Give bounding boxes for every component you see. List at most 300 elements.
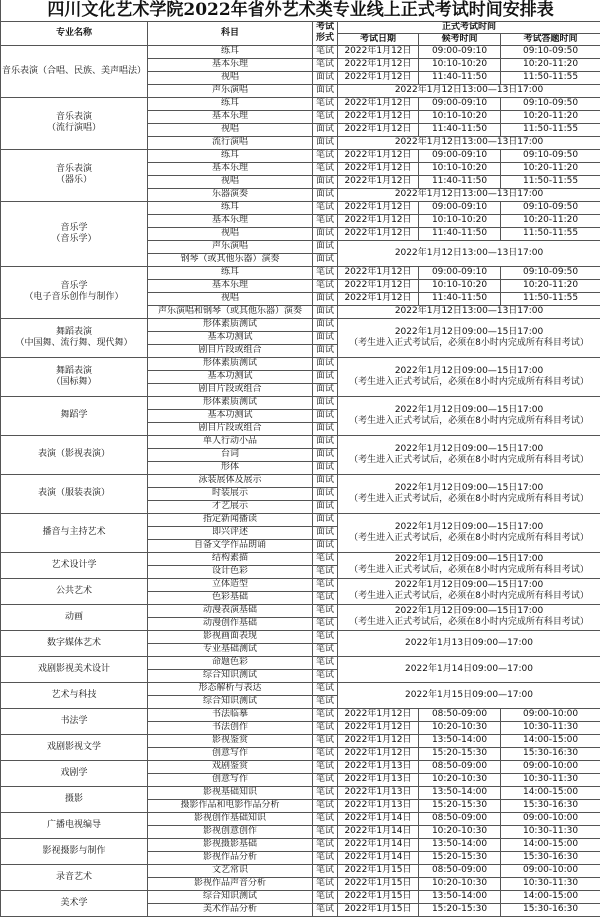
exam-form-cell: 笔试 <box>313 656 338 669</box>
exam-date-cell: 2022年1月14日 <box>338 825 419 838</box>
exam-form-cell: 笔试 <box>313 838 338 851</box>
table-row <box>1 812 600 825</box>
exam-form-cell: 笔试 <box>313 617 338 630</box>
exam-form-cell: 面试 <box>313 383 338 396</box>
major-cell <box>1 396 148 435</box>
major-subtitle: （中国舞、流行舞、现代舞） <box>15 337 133 348</box>
exam-form-cell: 面试 <box>313 240 338 253</box>
waiting-time-cell: 09:00-09:10 <box>419 149 501 162</box>
exam-form-cell: 面试 <box>313 409 338 422</box>
subject-cell: 影视鉴赏 <box>148 734 313 747</box>
merged-time-cell <box>338 474 600 513</box>
table-row <box>1 708 600 721</box>
exam-form-cell: 笔试 <box>313 812 338 825</box>
table-row <box>1 604 600 617</box>
merged-time-text: 2022年1月12日09:00—15日17:00 <box>394 404 544 415</box>
major-cell <box>1 734 148 760</box>
header-major: 专业名称 <box>1 21 148 45</box>
exam-date-cell: 2022年1月12日 <box>338 110 419 123</box>
major-name: 书法学 <box>60 715 88 726</box>
answer-time-cell: 09:10-09:50 <box>501 149 600 162</box>
exam-form-cell: 笔试 <box>313 266 338 279</box>
major-name: 舞蹈表演 <box>55 326 92 337</box>
merged-time-text: 2022年1月12日13:00—13日17:00 <box>394 189 544 199</box>
waiting-time-cell: 09:00-09:10 <box>419 45 501 58</box>
exam-form-cell: 面试 <box>313 487 338 500</box>
merged-time-text: 2022年1月12日09:00—15日17:00 <box>394 482 544 493</box>
merged-time-note: （考生进入正式考试后，必须在8小时内完成所有科目考试） <box>349 617 589 627</box>
major-name: 表演（服装表演） <box>37 488 110 498</box>
subject-cell: 书法创作 <box>148 721 313 734</box>
waiting-time-cell: 11:40-11:50 <box>419 227 501 240</box>
waiting-time-cell: 13:50-14:00 <box>419 786 501 799</box>
exam-form-cell: 笔试 <box>313 643 338 656</box>
waiting-time-cell: 08:50-09:00 <box>419 708 501 721</box>
header-row-top <box>1 21 600 33</box>
major-name: 播音与主持艺术 <box>42 527 106 537</box>
exam-date-cell: 2022年1月12日 <box>338 162 419 175</box>
major-cell <box>1 656 148 682</box>
subject-cell: 剧目片段或组合 <box>148 422 313 435</box>
table-header <box>1 0 600 45</box>
exam-form-cell: 面试 <box>313 136 338 149</box>
table-row <box>1 630 600 643</box>
subject-cell: 基本乐理 <box>148 58 313 71</box>
answer-time-cell: 10:20-11:20 <box>501 279 600 292</box>
major-subtitle: （电子音乐创作与制作） <box>24 292 124 302</box>
exam-date-cell: 2022年1月12日 <box>338 175 419 188</box>
exam-form-cell: 笔试 <box>313 773 338 786</box>
exam-form-cell: 笔试 <box>313 682 338 695</box>
subject-cell: 流行演唱 <box>148 136 313 149</box>
exam-form-cell: 笔试 <box>313 630 338 643</box>
exam-form-cell: 面试 <box>313 370 338 383</box>
major-cell <box>1 708 148 734</box>
table-row <box>1 97 600 110</box>
subject-cell: 基本乐理 <box>148 162 313 175</box>
major-name: 音乐学 <box>60 222 88 233</box>
exam-form-cell: 笔试 <box>313 578 338 591</box>
title-row <box>1 0 600 21</box>
exam-form-cell: 面试 <box>313 474 338 487</box>
merged-time-cell <box>338 188 600 201</box>
exam-date-cell: 2022年1月15日 <box>338 890 419 903</box>
waiting-time-cell: 10:10-10:20 <box>419 214 501 227</box>
merged-time-text: 2022年1月12日09:00—15日17:00 <box>394 365 544 376</box>
waiting-time-cell: 13:50-14:00 <box>419 734 501 747</box>
exam-form-cell: 笔试 <box>313 890 338 903</box>
exam-form-cell: 笔试 <box>313 786 338 799</box>
table-row <box>1 682 600 695</box>
exam-form-cell: 笔试 <box>313 903 338 916</box>
major-cell <box>1 201 148 266</box>
subject-cell: 钢琴（或其他乐器）演奏 <box>148 253 313 266</box>
exam-form-cell: 面试 <box>313 526 338 539</box>
subject-cell: 练耳 <box>148 149 313 162</box>
merged-time-note: （考生进入正式考试后，必须在8小时内完成所有科目考试） <box>349 565 589 575</box>
exam-form-cell: 笔试 <box>313 97 338 110</box>
subject-cell: 创意写作 <box>148 747 313 760</box>
major-cell <box>1 45 148 97</box>
merged-time-note: （考生进入正式考试后，必须在8小时内完成所有科目考试） <box>349 415 589 426</box>
exam-date-cell: 2022年1月12日 <box>338 279 419 292</box>
waiting-time-cell: 09:00-09:10 <box>419 97 501 110</box>
major-cell <box>1 786 148 812</box>
exam-form-cell: 笔试 <box>313 851 338 864</box>
answer-time-cell: 11:50-11:55 <box>501 123 600 136</box>
major-cell <box>1 435 148 474</box>
waiting-time-cell: 11:40-11:50 <box>419 71 501 84</box>
major-cell <box>1 97 148 149</box>
answer-time-cell: 09:00-10:00 <box>501 812 600 825</box>
major-name: 戏剧影视文学 <box>46 741 101 752</box>
major-cell <box>1 630 148 656</box>
major-cell <box>1 838 148 864</box>
subject-cell: 才艺展示 <box>148 500 313 513</box>
waiting-time-cell: 13:50-14:00 <box>419 838 501 851</box>
exam-form-cell: 笔试 <box>313 825 338 838</box>
merged-time-cell <box>338 513 600 552</box>
subject-cell: 创意写作 <box>148 773 313 786</box>
major-subtitle: （国标舞） <box>51 376 97 387</box>
table-row <box>1 201 600 214</box>
waiting-time-cell: 09:00-09:10 <box>419 201 501 214</box>
answer-time-cell: 15:30-16:30 <box>501 851 600 864</box>
exam-form-cell: 笔试 <box>313 799 338 812</box>
major-name: 表演（影视表演） <box>37 449 110 459</box>
schedule-body <box>1 45 600 916</box>
answer-time-cell: 10:30-11:30 <box>501 877 600 890</box>
answer-time-cell: 10:30-11:30 <box>501 825 600 838</box>
merged-time-text: 2022年1月12日09:00—15日17:00 <box>394 521 544 532</box>
major-cell <box>1 578 148 604</box>
header-waiting-time: 候考时间 <box>419 33 501 45</box>
major-name: 戏剧学 <box>60 767 88 778</box>
major-name: 音乐学 <box>60 281 88 291</box>
subject-cell: 剧目片段或组合 <box>148 383 313 396</box>
exam-form-cell: 笔试 <box>313 591 338 604</box>
subject-cell: 形体素质测试 <box>148 357 313 370</box>
answer-time-cell: 14:00-15:00 <box>501 890 600 903</box>
merged-time-cell <box>338 682 600 708</box>
answer-time-cell: 10:20-11:20 <box>501 162 600 175</box>
waiting-time-cell: 10:20-10:30 <box>419 825 501 838</box>
major-cell <box>1 266 148 318</box>
subject-cell: 基本乐理 <box>148 110 313 123</box>
header-subject: 科目 <box>148 21 313 45</box>
exam-form-cell: 面试 <box>313 175 338 188</box>
subject-cell: 声乐演唱和钢琴（或其他乐器）演奏 <box>148 305 313 318</box>
waiting-time-cell: 10:10-10:20 <box>419 58 501 71</box>
waiting-time-cell: 15:20-15:30 <box>419 799 501 812</box>
answer-time-cell: 09:10-09:50 <box>501 266 600 279</box>
waiting-time-cell: 08:50-09:00 <box>419 864 501 877</box>
table-row <box>1 45 600 58</box>
merged-time-text: 2022年1月12日13:00—13日17:00 <box>394 137 544 147</box>
table-row <box>1 357 600 370</box>
exam-form-cell: 笔试 <box>313 760 338 773</box>
exam-form-cell: 面试 <box>313 71 338 84</box>
header-exam-date: 考试日期 <box>338 33 419 45</box>
exam-date-cell: 2022年1月12日 <box>338 708 419 721</box>
merged-time-text: 2022年1月15日09:00—17:00 <box>405 689 534 700</box>
merged-time-cell <box>338 136 600 149</box>
subject-cell: 视唱 <box>148 175 313 188</box>
major-name: 录音艺术 <box>55 871 92 882</box>
merged-time-cell <box>338 396 600 435</box>
exam-form-cell: 面试 <box>313 539 338 552</box>
major-name: 舞蹈表演 <box>55 365 92 376</box>
major-cell <box>1 604 148 630</box>
waiting-time-cell: 08:50-09:00 <box>419 760 501 773</box>
major-name: 数字媒体艺术 <box>46 637 101 648</box>
header-formal-exam-time: 正式考试时间 <box>338 21 600 33</box>
merged-time-note: （考生进入正式考试后，必须在8小时内完成所有科目考试） <box>349 591 589 601</box>
subject-cell: 影视作品分析 <box>148 851 313 864</box>
exam-date-cell: 2022年1月12日 <box>338 721 419 734</box>
merged-time-note: （考生进入正式考试后，必须在8小时内完成所有科目考试） <box>349 532 589 543</box>
subject-cell: 练耳 <box>148 266 313 279</box>
subject-cell: 书法临摹 <box>148 708 313 721</box>
subject-cell: 摄影作品和电影作品分析 <box>148 799 313 812</box>
answer-time-cell: 09:00-10:00 <box>501 708 600 721</box>
major-cell <box>1 552 148 578</box>
exam-form-cell: 面试 <box>313 396 338 409</box>
merged-time-cell <box>338 357 600 396</box>
merged-time-cell <box>338 240 600 266</box>
waiting-time-cell: 10:20-10:30 <box>419 773 501 786</box>
subject-cell: 动漫表演基础 <box>148 604 313 617</box>
answer-time-cell: 09:10-09:50 <box>501 201 600 214</box>
subject-cell: 练耳 <box>148 201 313 214</box>
answer-time-cell: 11:50-11:55 <box>501 227 600 240</box>
merged-time-text: 2022年1月14日09:00—17:00 <box>405 663 534 674</box>
table-row <box>1 396 600 409</box>
waiting-time-cell: 10:10-10:20 <box>419 162 501 175</box>
exam-form-cell: 笔试 <box>313 552 338 565</box>
exam-form-cell: 面试 <box>313 188 338 201</box>
exam-form-cell: 面试 <box>313 331 338 344</box>
subject-cell: 影视基础知识 <box>148 786 313 799</box>
merged-time-cell <box>338 604 600 630</box>
major-cell <box>1 890 148 916</box>
exam-date-cell: 2022年1月15日 <box>338 877 419 890</box>
exam-date-cell: 2022年1月14日 <box>338 851 419 864</box>
subject-cell: 形态解析与表达 <box>148 682 313 695</box>
major-subtitle: （流行演唱） <box>46 123 101 133</box>
merged-time-cell <box>338 578 600 604</box>
subject-cell: 影视摄影基础 <box>148 838 313 851</box>
exam-form-cell: 笔试 <box>313 695 338 708</box>
exam-form-cell: 面试 <box>313 344 338 357</box>
subject-cell: 基本功测试 <box>148 370 313 383</box>
exam-form-cell: 笔试 <box>313 214 338 227</box>
exam-date-cell: 2022年1月12日 <box>338 45 419 58</box>
waiting-time-cell: 10:10-10:20 <box>419 110 501 123</box>
table-row <box>1 435 600 448</box>
major-name: 美术学 <box>60 897 88 908</box>
exam-date-cell: 2022年1月13日 <box>338 786 419 799</box>
exam-form-cell: 面试 <box>313 461 338 474</box>
subject-cell: 泳装展体及展示 <box>148 474 313 487</box>
major-name: 舞蹈学 <box>60 410 88 420</box>
major-name: 音乐表演 <box>55 112 92 122</box>
subject-cell: 立体造型 <box>148 578 313 591</box>
exam-form-cell: 面试 <box>313 84 338 97</box>
merged-time-text: 2022年1月12日13:00—13日17:00 <box>394 85 544 95</box>
subject-cell: 自备文学作品朗诵 <box>148 539 313 552</box>
waiting-time-cell: 15:20-15:30 <box>419 851 501 864</box>
waiting-time-cell: 11:40-11:50 <box>419 292 501 305</box>
subject-cell: 文艺常识 <box>148 864 313 877</box>
major-cell <box>1 682 148 708</box>
subject-cell: 视唱 <box>148 123 313 136</box>
table-row <box>1 760 600 773</box>
waiting-time-cell: 11:40-11:50 <box>419 123 501 136</box>
subject-cell: 综合知识测试 <box>148 890 313 903</box>
exam-date-cell: 2022年1月12日 <box>338 201 419 214</box>
subject-cell: 设计色彩 <box>148 565 313 578</box>
subject-cell: 声乐演唱 <box>148 84 313 97</box>
exam-form-cell: 面试 <box>313 500 338 513</box>
major-name: 艺术与科技 <box>51 689 97 700</box>
major-name: 音乐表演（合唱、民族、美声唱法） <box>2 65 147 76</box>
exam-form-cell: 面试 <box>313 305 338 318</box>
merged-time-note: （考生进入正式考试后，必须在8小时内完成所有科目考试） <box>349 454 589 465</box>
waiting-time-cell: 15:20-15:30 <box>419 747 501 760</box>
subject-cell: 综合知识测试 <box>148 695 313 708</box>
answer-time-cell: 14:00-15:00 <box>501 786 600 799</box>
exam-date-cell: 2022年1月14日 <box>338 812 419 825</box>
answer-time-cell: 10:30-11:30 <box>501 721 600 734</box>
exam-date-cell: 2022年1月13日 <box>338 760 419 773</box>
exam-form-cell: 笔试 <box>313 565 338 578</box>
exam-date-cell: 2022年1月12日 <box>338 58 419 71</box>
answer-time-cell: 10:30-11:30 <box>501 773 600 786</box>
subject-cell: 即兴评述 <box>148 526 313 539</box>
table-row <box>1 513 600 526</box>
exam-form-cell: 面试 <box>313 253 338 266</box>
answer-time-cell: 10:20-11:20 <box>501 110 600 123</box>
table-row <box>1 578 600 591</box>
subject-cell: 剧目片段或组合 <box>148 344 313 357</box>
merged-time-cell <box>338 656 600 682</box>
header-exam-form: 考试形式 <box>313 21 338 45</box>
major-name: 影视摄影与制作 <box>42 845 106 856</box>
answer-time-cell: 10:20-11:20 <box>501 58 600 71</box>
merged-time-text: 2022年1月13日09:00—17:00 <box>405 637 534 648</box>
waiting-time-cell: 10:20-10:30 <box>419 721 501 734</box>
exam-form-cell: 笔试 <box>313 45 338 58</box>
answer-time-cell: 14:00-15:00 <box>501 838 600 851</box>
subject-cell: 乐器演奏 <box>148 188 313 201</box>
major-cell <box>1 760 148 786</box>
exam-form-cell: 笔试 <box>313 110 338 123</box>
major-cell <box>1 318 148 357</box>
exam-form-cell: 笔试 <box>313 149 338 162</box>
exam-date-cell: 2022年1月15日 <box>338 864 419 877</box>
exam-date-cell: 2022年1月12日 <box>338 123 419 136</box>
major-name: 摄影 <box>64 793 83 804</box>
answer-time-cell: 14:00-15:00 <box>501 734 600 747</box>
exam-form-cell: 面试 <box>313 318 338 331</box>
merged-time-note: （考生进入正式考试后，必须在8小时内完成所有科目考试） <box>349 337 589 348</box>
exam-form-cell: 面试 <box>313 448 338 461</box>
merged-time-text: 2022年1月12日09:00—15日17:00 <box>394 554 544 564</box>
major-cell <box>1 864 148 890</box>
subject-cell: 影视创意创作 <box>148 825 313 838</box>
answer-time-cell: 09:10-09:50 <box>501 97 600 110</box>
subject-cell: 戏剧鉴赏 <box>148 760 313 773</box>
merged-time-text: 2022年1月12日09:00—15日17:00 <box>394 580 544 590</box>
table-row <box>1 266 600 279</box>
merged-time-text: 2022年1月12日09:00—15日17:00 <box>394 326 544 337</box>
waiting-time-cell: 10:20-10:30 <box>419 877 501 890</box>
table-row <box>1 890 600 903</box>
subject-cell: 声乐演唱 <box>148 240 313 253</box>
subject-cell: 基本乐理 <box>148 279 313 292</box>
subject-cell: 视唱 <box>148 227 313 240</box>
merged-time-text: 2022年1月12日09:00—15日17:00 <box>394 443 544 454</box>
major-subtitle: （器乐） <box>55 175 92 185</box>
answer-time-cell: 11:50-11:55 <box>501 71 600 84</box>
exam-form-cell: 笔试 <box>313 604 338 617</box>
exam-date-cell: 2022年1月12日 <box>338 734 419 747</box>
waiting-time-cell: 11:40-11:50 <box>419 175 501 188</box>
table-row <box>1 786 600 799</box>
subject-cell: 基本功测试 <box>148 331 313 344</box>
exam-form-cell: 面试 <box>313 357 338 370</box>
major-name: 动画 <box>64 611 83 622</box>
table-title: 四川文化艺术学院2022年省外艺术类专业线上正式考试时间安排表 <box>1 0 600 21</box>
exam-form-cell: 笔试 <box>313 747 338 760</box>
merged-time-text: 2022年1月12日13:00—13日17:00 <box>394 306 544 316</box>
exam-date-cell: 2022年1月12日 <box>338 149 419 162</box>
waiting-time-cell: 08:50-09:00 <box>419 812 501 825</box>
exam-form-cell: 面试 <box>313 227 338 240</box>
subject-cell: 指定新闻播读 <box>148 513 313 526</box>
subject-cell: 形体 <box>148 461 313 474</box>
table-row <box>1 734 600 747</box>
exam-form-cell: 笔试 <box>313 708 338 721</box>
subject-cell: 练耳 <box>148 97 313 110</box>
answer-time-cell: 10:20-11:20 <box>501 214 600 227</box>
exam-form-cell: 笔试 <box>313 279 338 292</box>
table-row <box>1 838 600 851</box>
subject-cell: 色彩基础 <box>148 591 313 604</box>
exam-form-cell: 笔试 <box>313 721 338 734</box>
major-cell <box>1 513 148 552</box>
exam-form-cell: 笔试 <box>313 669 338 682</box>
table-row <box>1 864 600 877</box>
answer-time-cell: 09:00-10:00 <box>501 864 600 877</box>
subject-cell: 视唱 <box>148 71 313 84</box>
major-name: 艺术设计学 <box>51 559 97 570</box>
exam-date-cell: 2022年1月12日 <box>338 747 419 760</box>
subject-cell: 影视作品声音分析 <box>148 877 313 890</box>
merged-time-cell <box>338 305 600 318</box>
exam-date-cell: 2022年1月14日 <box>338 838 419 851</box>
answer-time-cell: 09:00-10:00 <box>501 760 600 773</box>
exam-date-cell: 2022年1月12日 <box>338 266 419 279</box>
answer-time-cell: 15:30-16:30 <box>501 799 600 812</box>
exam-form-cell: 面试 <box>313 123 338 136</box>
major-name: 音乐表演 <box>55 164 92 174</box>
exam-date-cell: 2022年1月13日 <box>338 799 419 812</box>
merged-time-cell <box>338 318 600 357</box>
subject-cell: 练耳 <box>148 45 313 58</box>
table-row <box>1 318 600 331</box>
